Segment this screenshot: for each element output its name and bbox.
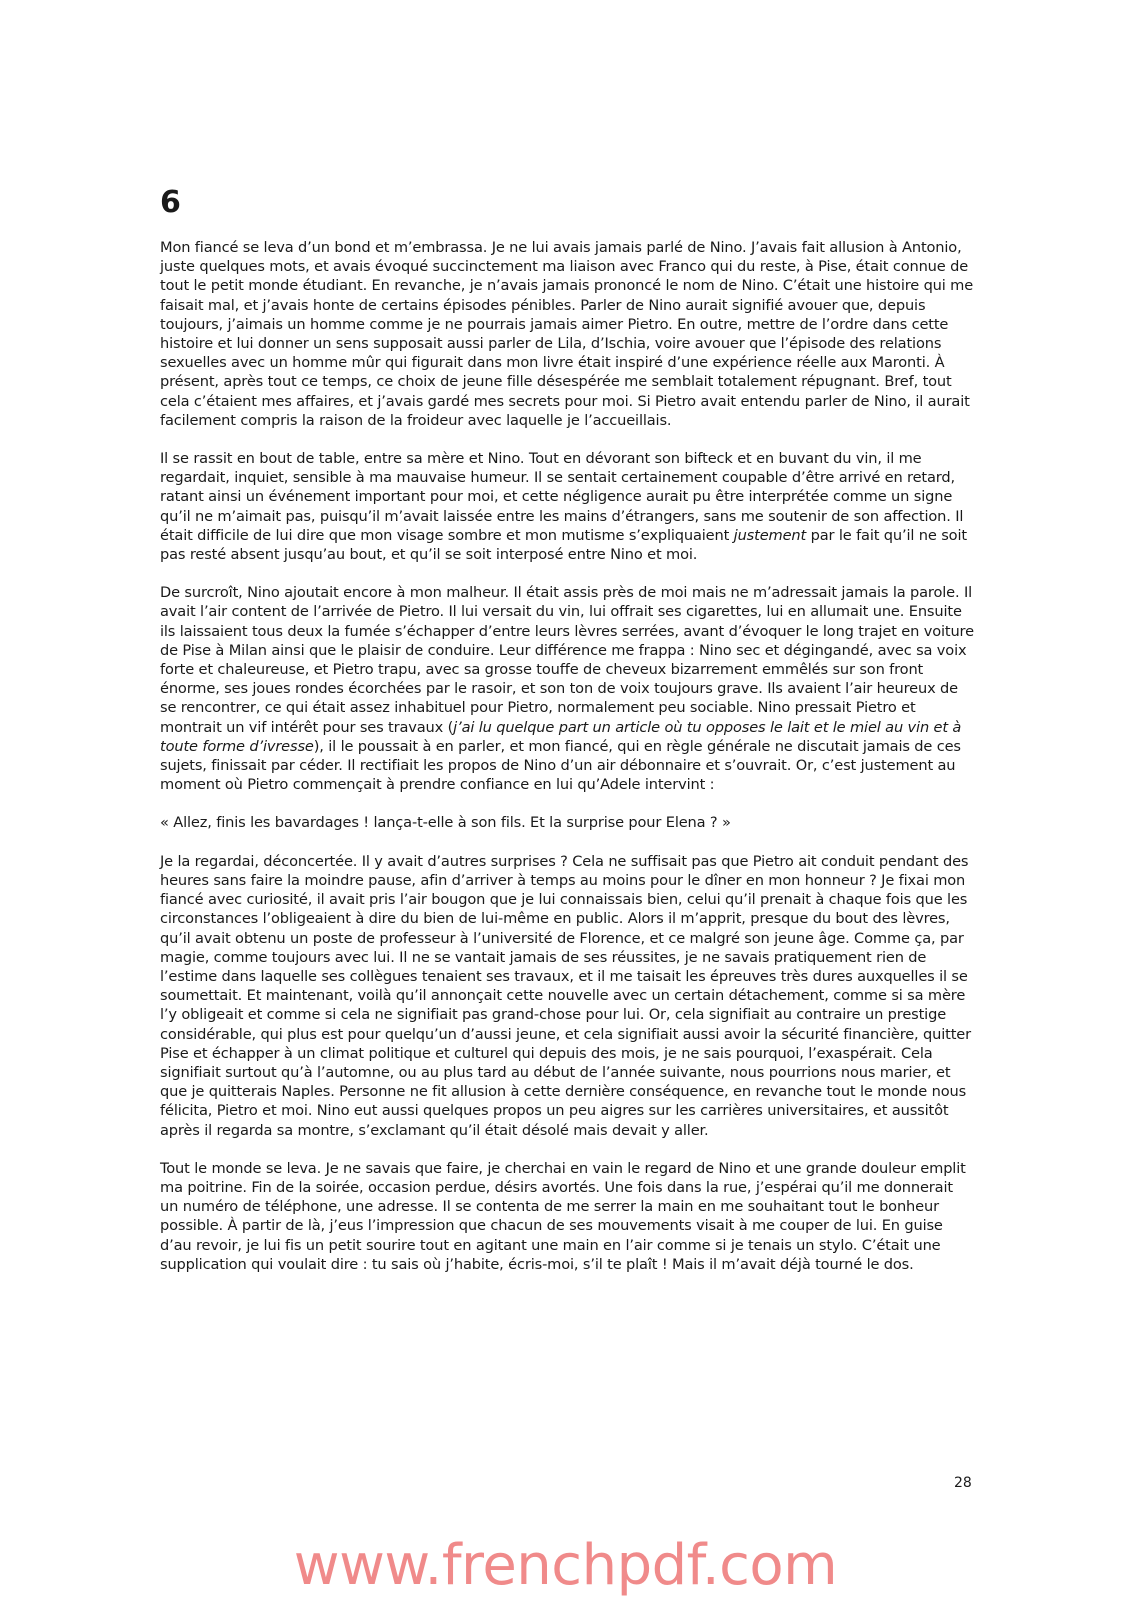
paragraph-1 <box>160 238 974 430</box>
paragraph-text: Mon fiancé se leva d’un bond et m’embrassa. Je ne lui avais jamais parlé de Nino. J’avais fait allusion à Antonio, juste quelques mots, et avais évoqué succinctement ma liaison avec Franco qui du reste, à Pise, était connue de tout le petit monde étudiant. En revanche, je n’avais jamais prononcé le nom de Nino. C’était une histoire qui me faisait mal, et j’avais honte de certains épisodes pénibles. Parler de Nino aurait signifié avouer que, depuis toujours, j’aimais un homme comme je ne pourrais jamais aimer Pietro. En outre, mettre de l’ordre dans cette histoire et lui donner un sens supposait aussi parler de Lila, d’Ischia, voire avouer que l’épisode des relations sexuelles avec un homme mûr qui figurait dans mon livre était inspiré d’une expérience réelle aux Maronti. À présent, après tout ce temps, ce choix de jeune fille désespérée me semblait totalement répugnant. Bref, tout cela c’étaient mes affaires, et j’avais gardé mes secrets pour moi. Si Pietro avait entendu parler de Nino, il aurait facilement compris la raison de la froideur avec laquelle je l’accueillais. <box>160 239 974 429</box>
chapter-number: 6 <box>160 185 181 220</box>
paragraph-text: Tout le monde se leva. Je ne savais que faire, je cherchai en vain le regard de Nino et une grande douleur emplit ma poitrine. Fin de la soirée, occasion perdue, désirs avortés. Une fois dans la rue, j’espérai qu’il me donnerait un numéro de téléphone, une adresse. Il se contenta de me serrer la main en me souhaitant tout le bonheur possible. À partir de là, j’eus l’impression que chacun de ses mouvements visait à me couper de lui. En guise d’au revoir, je lui fis un petit sourire tout en agitant une main en l’air comme si je tenais un stylo. C’était une supplication qui voulait dire : tu sais où j’habite, écris-moi, s’il te plaît ! Mais il m’avait déjà tourné le dos. <box>160 1159 966 1273</box>
paragraph-text: ), il le poussait à en parler, et mon fiancé, qui en règle générale ne discutait jamais de ces sujets, finissait par céder. Il rectifiait les propos de Nino d’un air débonnaire et s’ouvrait. Or, c’est justement au moment où Pietro commençait à prendre confiance en lui qu’Adele intervint : <box>160 737 961 794</box>
paragraph-text: par le fait qu’il ne soit pas resté absent jusqu’au bout, et qu’il se soit interposé entre Nino et moi. <box>160 526 967 564</box>
paragraph-text: Je la regardai, déconcertée. Il y avait d’autres surprises ? Cela ne suffisait pas que Pietro ait conduit pendant des heures sans faire la moindre pause, afin d’arriver à temps au moins pour le dîner en mon honneur ? Je fixai mon fiancé avec curiosité, il avait pris l’air bougon que je lui connaissais bien, celui qu’il prenait à chaque fois que les circonstances l’obligeaient à dire du bien de lui-même en public. Alors il m’apprit, presque du bout des lèvres, qu’il avait obtenu un poste de professeur à l’université de Florence, et ce malgré son jeune âge. Comme ça, par magie, comme toujours avec lui. Il ne se vantait jamais de ses réussites, je ne savais pratiquement rien de l’estime dans laquelle ses collègues tenaient ses travaux, et il me taisait les épreuves très dures auxquelles il se soumettait. Et maintenant, voilà qu’il annonçait cette nouvelle avec un certain détachement, comme si sa mère l’y obligeait et comme si cela ne signifiait pas grand-chose pour lui. Or, cela signifiait au contraire un prestige considérable, qui plus est pour quelqu’un d’aussi jeune, et cela signifiait aussi avoir la sécurité financière, quitter Pise et échapper à un climat politique et culturel qui depuis des mois, je ne sais pourquoi, l’exaspérait. Cela signifiait surtout qu’à l’automne, ou au plus tard au début de l’année suivante, nous pourrions nous marier, et que je quitterais Naples. Personne ne fit allusion à cette dernière conséquence, en revanche tout le monde nous félicita, Pietro et moi. Nino eut aussi quelques propos un peu aigres sur les carrières universitaires, et aussitôt après il regarda sa montre, s’exclamant qu’il était désolé mais devait y aller. <box>160 852 971 1139</box>
page-number: 28 <box>954 1475 972 1491</box>
paragraph-4-dialogue <box>160 813 974 832</box>
paragraph-text: De surcroît, Nino ajoutait encore à mon malheur. Il était assis près de moi mais ne m’adressait jamais la parole. Il avait l’air content de l’arrivée de Pietro. Il lui versait du vin, lui offrait ses cigarettes, lui en allumait une. Ensuite ils laissaient tous deux la fumée s’échapper d’entre leurs lèvres serrées, avant d’évoquer le long trajet en voiture de Pise à Milan ainsi que le plaisir de conduire. Leur différence me frappa : Nino sec et dégingandé, avec sa voix forte et chaleureuse, et Pietro trapu, avec sa grosse touffe de cheveux bizarrement emmêlés sur son front énorme, ses joues rondes écorchées par le rasoir, et son ton de voix toujours grave. Ils avaient l’air heureux de se rencontrer, ce qui était assez inhabituel pour Pietro, normalement peu sociable. Nino pressait Pietro et montrait un vif intérêt pour ses travaux ( <box>160 584 974 736</box>
chapter-body <box>160 238 974 1293</box>
paragraph-6 <box>160 1159 974 1274</box>
paragraph-text: Il se rassit en bout de table, entre sa mère et Nino. Tout en dévorant son bifteck et en buvant du vin, il me regardait, inquiet, sensible à ma mauvaise humeur. Il se sentait certainement coupable d’être arrivé en retard, ratant ainsi un événement important pour moi, et cette négligence aurait pu être interprétée comme un signe qu’il ne m’aimait pas, puisqu’il m’avait laissée entre les mains d’étrangers, sans me soutenir de son affection. Il était difficile de lui dire que mon visage sombre et mon mutisme s’expliquaient <box>160 450 964 544</box>
italic-quote: j’ai lu quelque part un article où tu opposes le lait et le miel au vin et à toute forme d’ivresse <box>160 718 962 755</box>
paragraph-3 <box>160 583 974 794</box>
paragraph-2 <box>160 449 974 564</box>
paragraph-text: « Allez, finis les bavardages ! lança-t-elle à son fils. Et la surprise pour Elena ? » <box>160 814 731 832</box>
watermark-link[interactable]: www.frenchpdf.com <box>293 1533 838 1598</box>
paragraph-5 <box>160 852 974 1140</box>
italic-emphasis: justement <box>733 526 807 544</box>
